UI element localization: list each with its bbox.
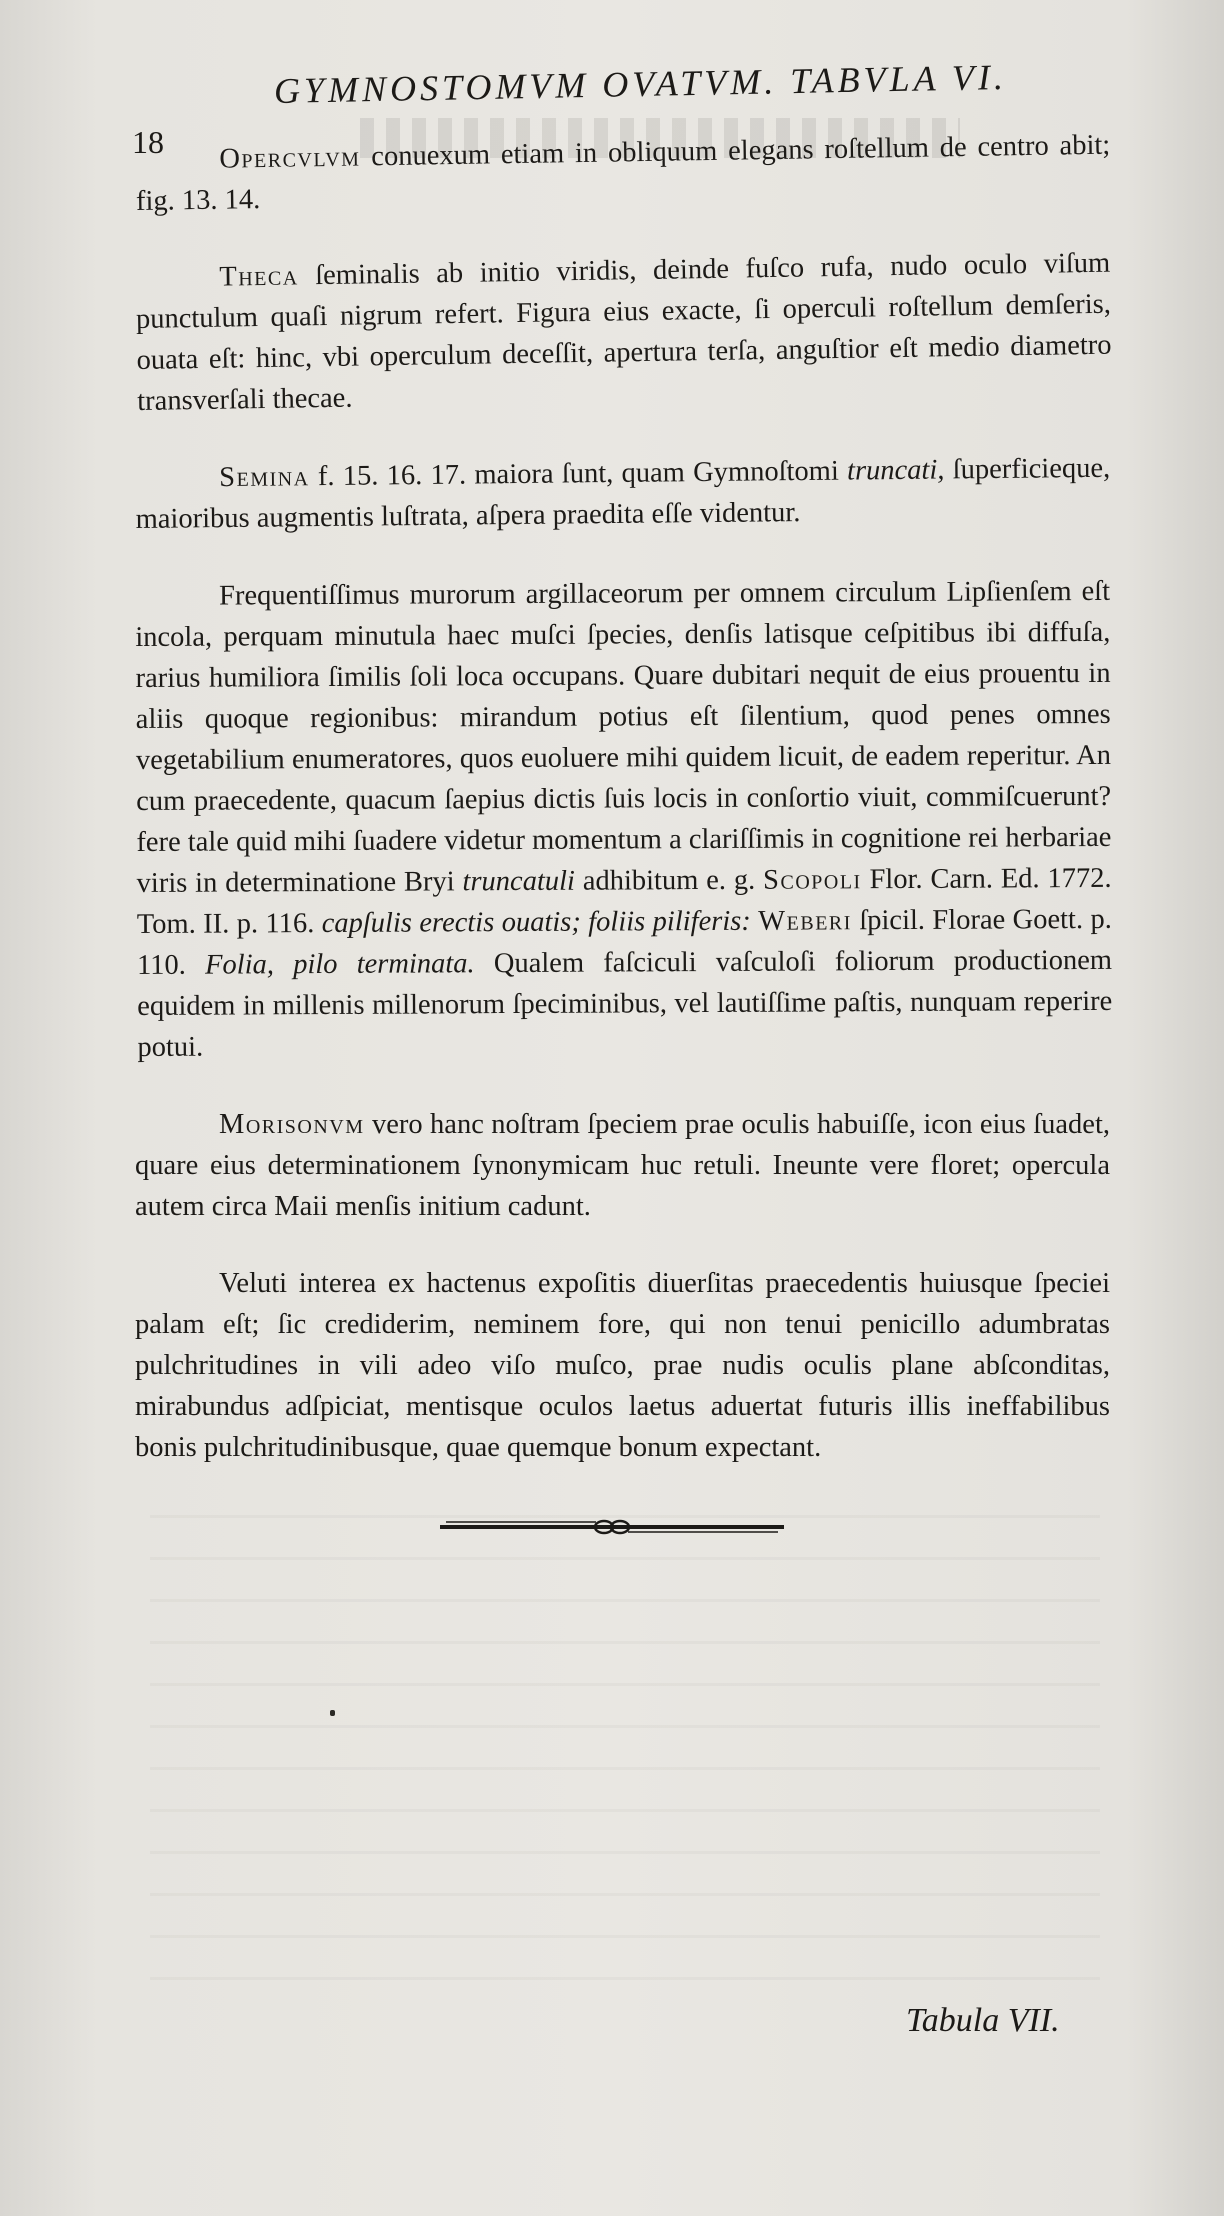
paragraph-frequentissimus-italic-b: capſulis erectis ouatis; foliis piliferis:: [321, 905, 751, 940]
paragraph-frequentissimus-italic-c: Folia, pilo terminata.: [204, 948, 475, 981]
paragraph-veluti-text: Veluti interea ex hactenus expoſitis diuerſitas praecedentis huiusque ſpeciei palam eſt; ſic crediderim, neminem fore, qui non tenui penicillo adumbratas pulchritudines in vili adeo viſo muſco, prae nudis oculis plane abſconditas, mirabundus adſpiciat, mentisque oculos laetus aduertat futuris illis ineffabilibus bonis pulchritudinibusque, quae quemque bonum expectant.: [135, 1268, 1110, 1463]
author-weberi: Weberi: [758, 905, 852, 937]
paragraph-frequentissimus-text-b: adhibitum e. g.: [574, 864, 764, 897]
paragraph-semina-italic-a: truncati,: [846, 454, 945, 487]
paragraph-frequentissimus-text-c: Flor. Carn. Ed. 1772. Tom. II. p. 116.: [136, 862, 1112, 940]
ink-speck: [330, 1710, 335, 1716]
page-number: 18: [132, 124, 164, 160]
paragraph-semina: [135, 448, 1111, 540]
paragraph-frequentissimus-italic-a: truncatuli: [462, 865, 575, 898]
paragraph-morisonum-text: vero hanc noſtram ſpeciem prae oculis habuiſſe, icon eius ſuadet, quare eius determinationem ſynonymicam huc retuli. Ineunte vere floret; opercula autem circa Maii menſis initium cadunt.: [135, 1109, 1110, 1222]
paragraph-operculum-text: conuexum etiam in obliquum elegans roſtellum de centro abit; fig. 13. 14.: [135, 129, 1111, 217]
paragraph-frequentissimus-text-f: Qualem faſciculi vaſculoſi foliorum productionem equidem in millenis millenorum ſpeciminibus, vel lautiſſime paſtis, nunquam reperire potui.: [137, 944, 1113, 1063]
author-scopoli: Scopoli: [763, 864, 862, 896]
paragraph-semina-text-b: ſuperficieque, maioribus augmentis luſtrata, aſpera praedita eſſe videntur.: [135, 452, 1111, 535]
paragraph-frequentissimus-text-a: Frequentiſſimus murorum argillaceorum per omnem circulum Lipſienſem eſt incola, perquam minutula haec muſci ſpecies, denſis latisque ceſpitibus ibi diffuſa, rarius humiliora ſimilis ſoli loca occupans. Quare dubitari nequit de eius prouentu in aliis quoque regionibus: mirandum potius eſt ſilentium, quod penes omnes vegetabilium enumeratores, quos euoluere mihi quidem licuit, de eadem reperitur. An cum praecedente, quacum ſaepius dictis ſuis locis in conſortio viuit, commiſcuerunt? fere tale quid mihi ſuadere videtur momentum a clariſſimis in cognitione rei herbariae viris in determinatione Bryi: [135, 575, 1112, 899]
lead-term-theca: Theca: [219, 260, 299, 293]
running-title: GYMNOSTOMVM OVATVM. TABVLA VI.: [273, 56, 1008, 111]
ornamental-rule: [436, 1514, 788, 1540]
paragraph-veluti: [135, 1263, 1110, 1468]
lead-term-morisonum: Morisonvm: [219, 1109, 365, 1140]
paragraph-frequentissimus: [135, 571, 1113, 1068]
lead-term-semina: Semina: [219, 461, 310, 494]
paragraph-morisonum: [135, 1104, 1110, 1227]
show-through-block: [150, 1480, 1100, 1980]
catchword: Tabula VII.: [906, 2002, 1060, 2039]
paragraph-semina-text-a: f. 15. 16. 17. maiora ſunt, quam Gymnoſtomi: [309, 455, 848, 493]
body-text: [135, 129, 1113, 1468]
paragraph-frequentissimus-text-e: ſpicil. Florae Goett. p. 110.: [136, 903, 1112, 981]
paragraph-theca-text: ſeminalis ab initio viridis, deinde fuſco rufa, nudo oculo viſum punctulum quaſi nigrum refert. Figura eius exacte, ſi operculi roſtellum demſeris, ouata eſt: hinc, vbi operculum deceſſit, apertura terſa, anguſtior eſt medio diametro transverſali thecae.: [135, 247, 1112, 417]
paragraph-operculum: [135, 125, 1111, 222]
paragraph-theca: [135, 243, 1112, 422]
lead-term-operculum: Opercvlvm: [219, 141, 361, 175]
